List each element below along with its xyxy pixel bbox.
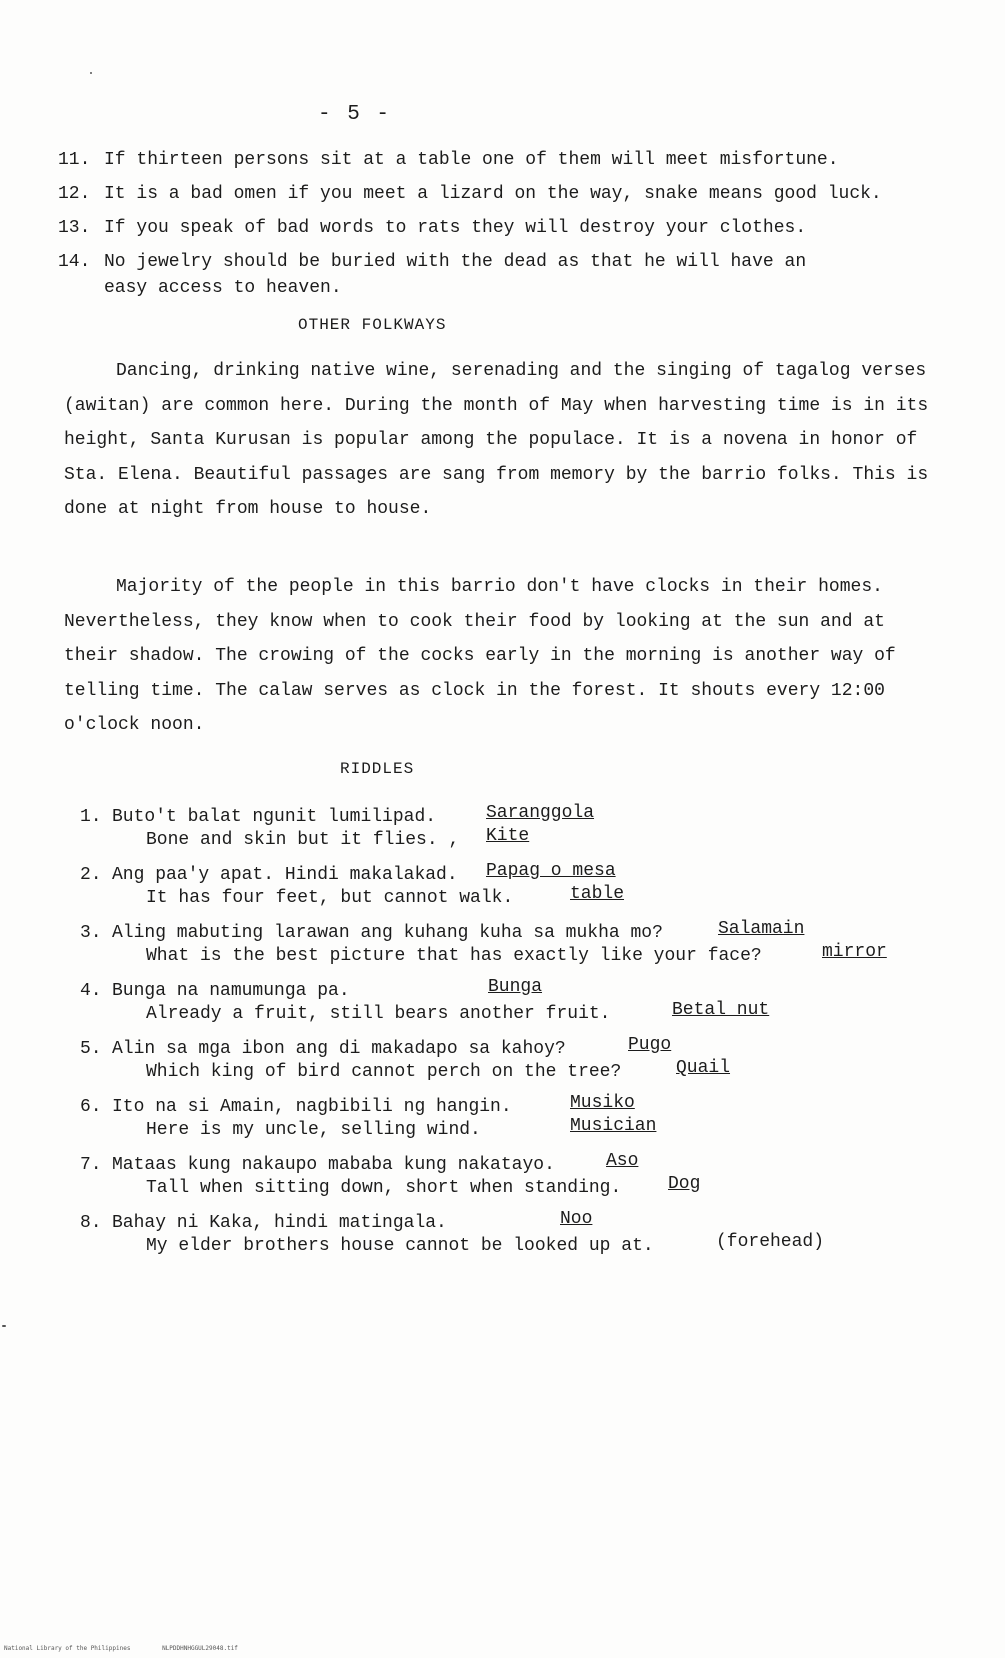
list-item xyxy=(58,181,958,207)
answer-translation: mirror xyxy=(822,942,887,962)
riddle-original: Ang paa'y apat. Hindi makalakad. xyxy=(112,865,458,885)
item-text: If you speak of bad words to rats they will destroy your clothes. xyxy=(104,218,807,238)
item-number: 12. xyxy=(58,184,91,204)
section-heading-folkways: OTHER FOLKWAYS xyxy=(298,316,447,334)
folkways-paragraph-1: Dancing, drinking native wine, serenading and the singing of tagalog verses (awitan) are common here. During the month of May when harvesting time is in its height, Santa Kurusan is popular among the populace. It is a novena in honor of Sta. Elena. Beautiful passages are sang from memory by the barrio folks. This is done at night from house to house. xyxy=(64,361,929,519)
list-item xyxy=(58,215,958,241)
answer-translation: Quail xyxy=(676,1058,731,1078)
scan-footer xyxy=(4,1645,266,1652)
riddle-number: 3. xyxy=(80,923,102,943)
item-number: 11. xyxy=(58,150,91,170)
answer-original: Bunga xyxy=(488,977,543,997)
riddle-translation: Already a fruit, still bears another fruit. xyxy=(146,1004,611,1024)
answer-translation: table xyxy=(570,884,625,904)
riddle-item xyxy=(80,803,960,864)
riddle-item xyxy=(80,1093,960,1154)
riddle-original: Bahay ni Kaka, hindi matingala. xyxy=(112,1213,447,1233)
riddle-translation: My elder brothers house cannot be looked up at. xyxy=(146,1236,654,1256)
superstition-list xyxy=(58,147,958,309)
answer-translation: Betal nut xyxy=(672,1000,770,1020)
riddle-item xyxy=(80,919,960,980)
riddle-item xyxy=(80,1035,960,1096)
riddle-translation: What is the best picture that has exactly like your face? xyxy=(146,946,762,966)
footer-library: National Library of the Philippines xyxy=(4,1645,131,1652)
riddle-number: 7. xyxy=(80,1155,102,1175)
riddle-original: Alin sa mga ibon ang di makadapo sa kahoy? xyxy=(112,1039,566,1059)
item-text: No jewelry should be buried with the dead as that he will have an easy access to heaven. xyxy=(104,252,807,298)
footer-filename: NLPDDHNHGGUL29048.tif xyxy=(162,1645,238,1652)
answer-original: Pugo xyxy=(628,1035,672,1055)
riddle-number: 5. xyxy=(80,1039,102,1059)
answer-original: Musiko xyxy=(570,1093,635,1113)
riddle-number: 1. xyxy=(80,807,102,827)
riddle-translation: Here is my uncle, selling wind. xyxy=(146,1120,481,1140)
item-number: 14. xyxy=(58,252,91,272)
riddle-translation: Bone and skin but it flies. , xyxy=(146,830,460,850)
riddle-original: Aling mabuting larawan ang kuhang kuha sa mukha mo? xyxy=(112,923,663,943)
riddle-item xyxy=(80,1151,960,1212)
riddle-number: 2. xyxy=(80,865,102,885)
item-number: 13. xyxy=(58,218,91,238)
answer-translation: Dog xyxy=(668,1174,701,1194)
riddle-number: 4. xyxy=(80,981,102,1001)
list-item xyxy=(58,147,958,173)
riddle-original: Ito na si Amain, nagbibili ng hangin. xyxy=(112,1097,512,1117)
riddle-list xyxy=(80,803,960,1270)
answer-original: Papag o mesa xyxy=(486,861,616,881)
answer-translation: (forehead) xyxy=(716,1232,825,1252)
answer-original: Salamain xyxy=(718,919,805,939)
riddle-item xyxy=(80,1209,960,1270)
answer-original: Noo xyxy=(560,1209,593,1229)
riddle-original: Mataas kung nakaupo mababa kung nakatayo. xyxy=(112,1155,555,1175)
riddle-item xyxy=(80,977,960,1038)
riddle-translation: Tall when sitting down, short when standing. xyxy=(146,1178,622,1198)
riddle-number: 8. xyxy=(80,1213,102,1233)
answer-translation: Musician xyxy=(570,1116,657,1136)
list-item xyxy=(58,249,858,301)
item-text: It is a bad omen if you meet a lizard on the way, snake means good luck. xyxy=(104,184,882,204)
riddle-original: Bunga na namumunga pa. xyxy=(112,981,350,1001)
riddle-original: Buto't balat ngunit lumilipad. xyxy=(112,807,437,827)
answer-original: Aso xyxy=(606,1151,639,1171)
page-number: - 5 - xyxy=(318,103,392,126)
folkways-paragraph-2: Majority of the people in this barrio don't have clocks in their homes. Nevertheless, they know when to cook their food by looking at the sun and at their shadow. The crowing of the cocks early in the morning is another way of telling time. The calaw serves as clock in the forest. It shouts every 12:00 o'clock noon. xyxy=(64,577,896,735)
section-heading-riddles: RIDDLES xyxy=(340,760,415,778)
item-text: If thirteen persons sit at a table one of them will meet misfortune. xyxy=(104,150,839,170)
riddle-item xyxy=(80,861,960,922)
riddle-translation: It has four feet, but cannot walk. xyxy=(146,888,514,908)
riddle-translation: Which king of bird cannot perch on the tree? xyxy=(146,1062,622,1082)
answer-original: Saranggola xyxy=(486,803,595,823)
answer-translation: Kite xyxy=(486,826,530,846)
scan-speck xyxy=(2,1325,6,1327)
riddle-number: 6. xyxy=(80,1097,102,1117)
scan-speck xyxy=(90,72,92,74)
